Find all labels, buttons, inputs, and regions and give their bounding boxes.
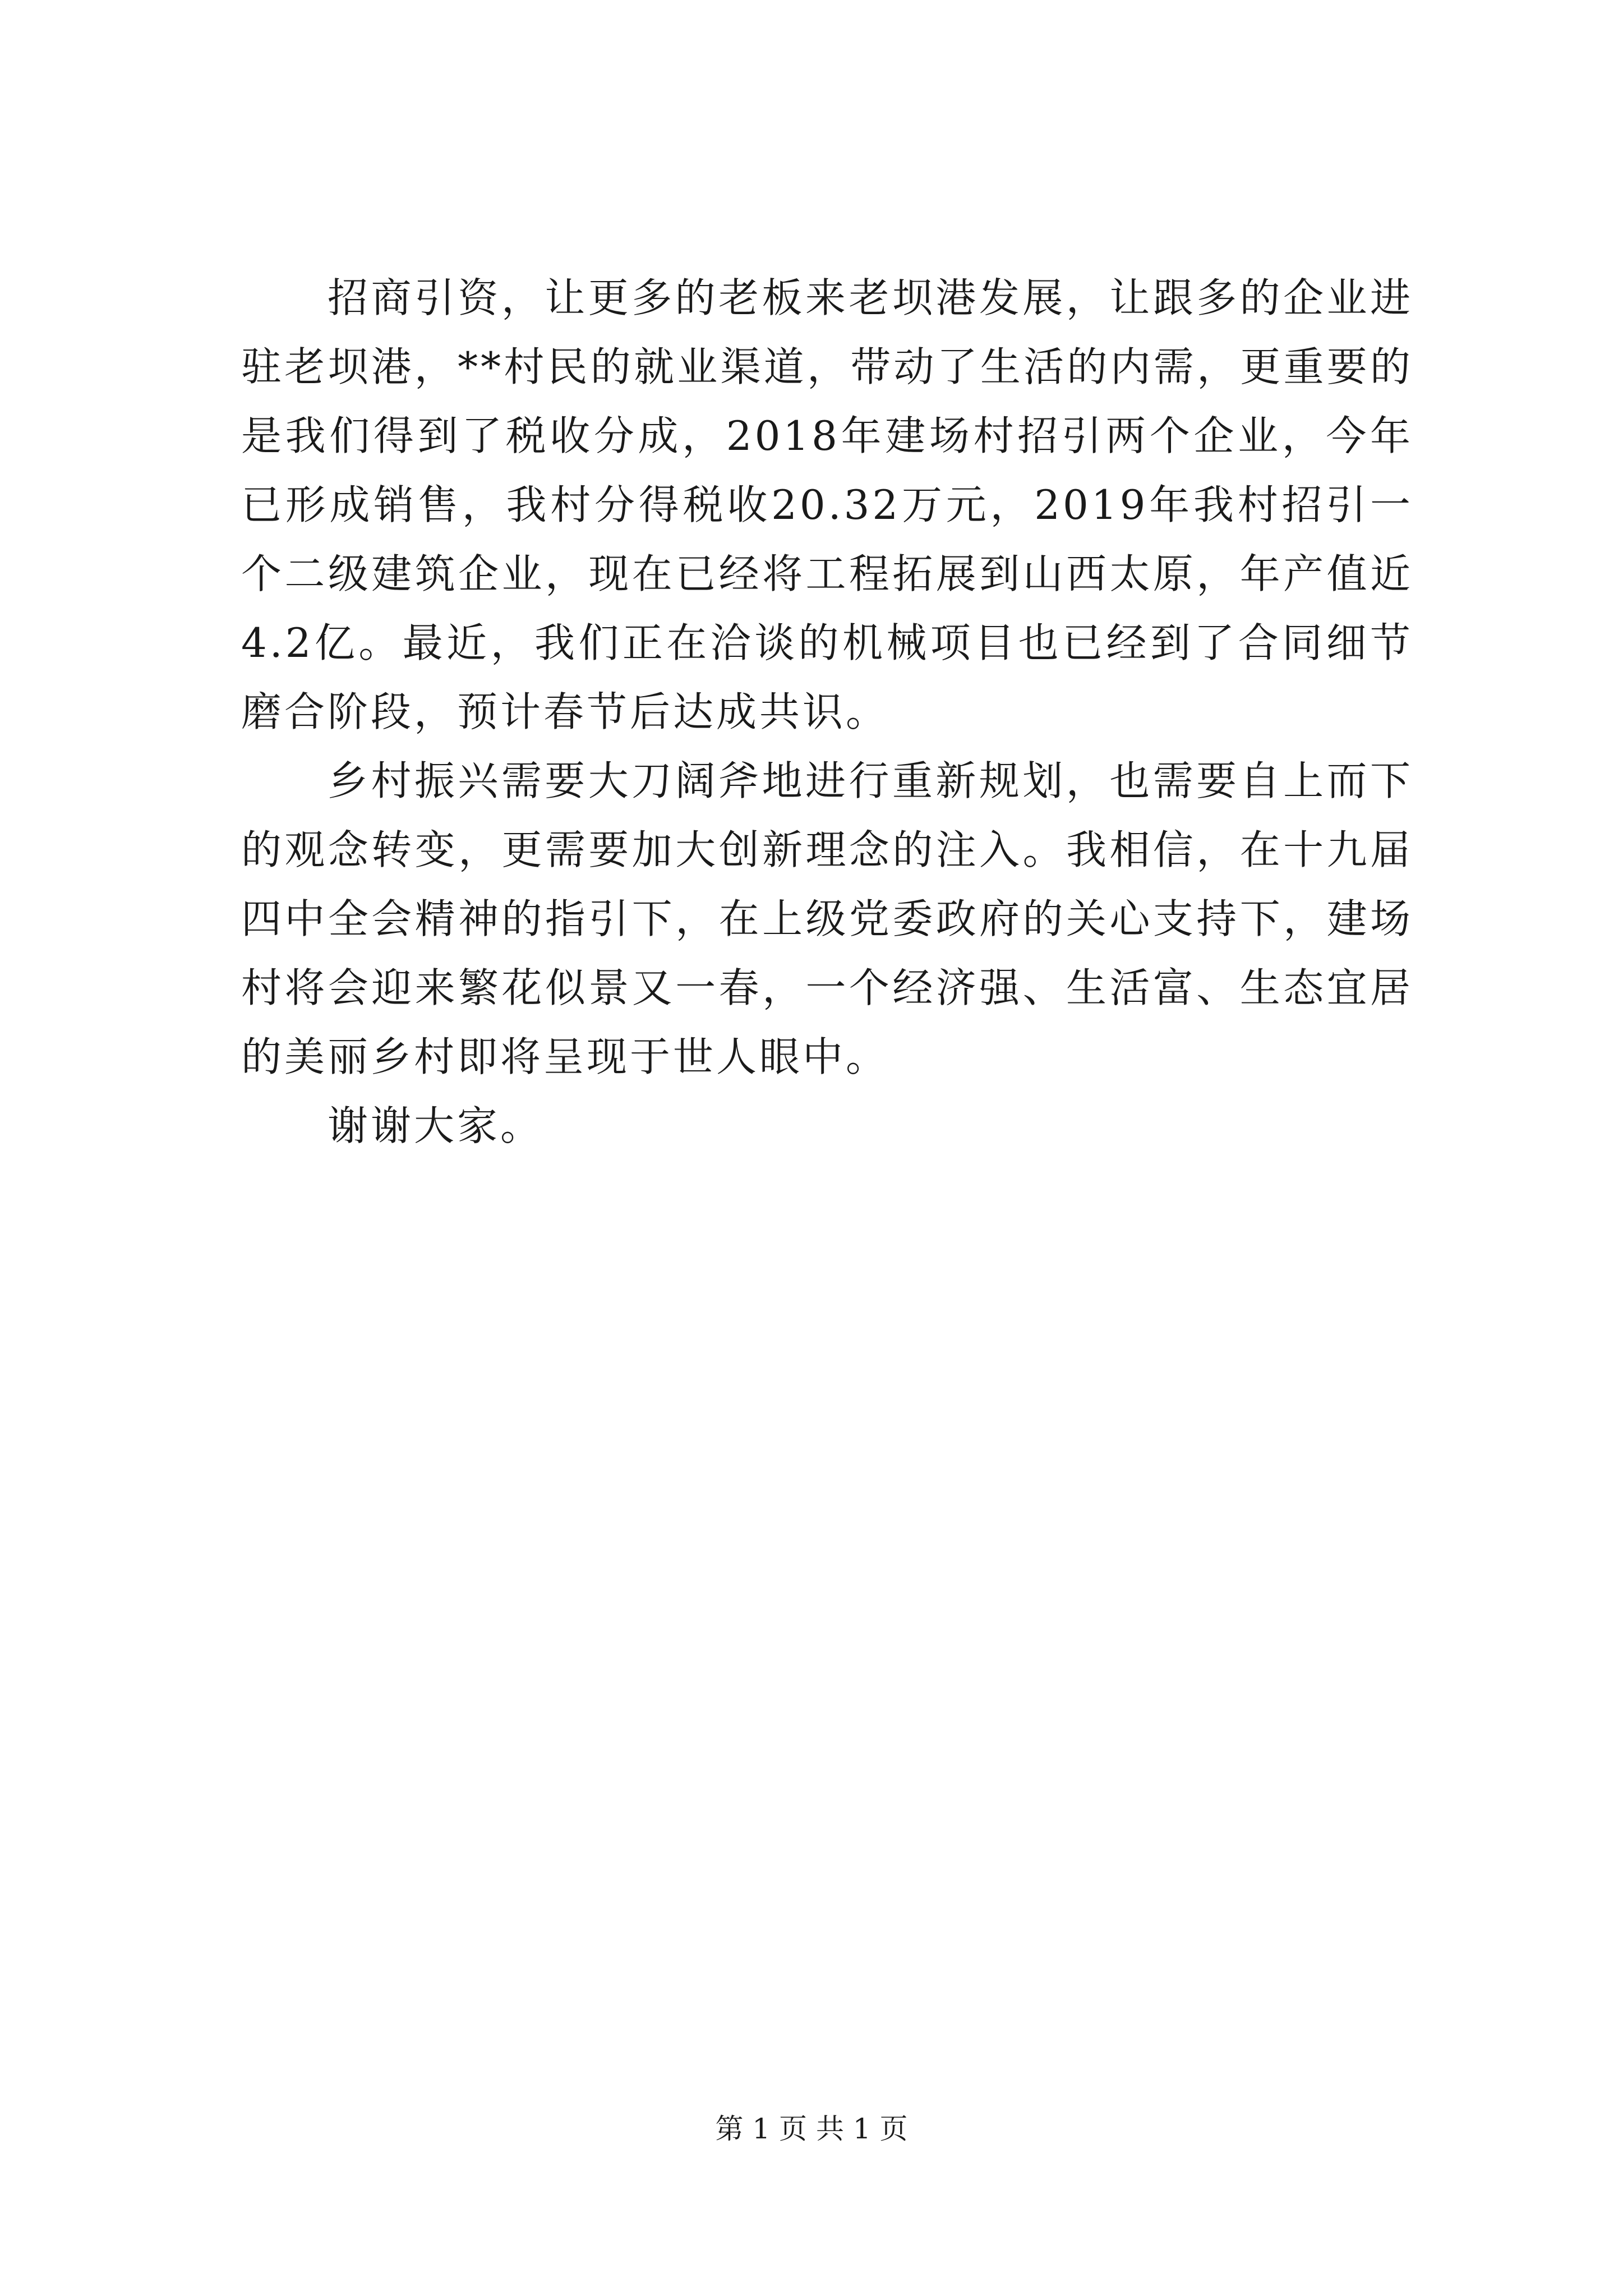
page-number: 第 1 页 共 1 页	[715, 2113, 908, 2145]
paragraph-closing: 谢谢大家。	[328, 1102, 544, 1149]
paragraph-rural-revitalization: 乡村振兴需要大刀阔斧地进行重新规划，也需要自上而下的观念转变，更需要加大创新理念的注入。我相信，在十九届四中全会精神的指引下，在上级党委政府的关心支持下，建场村将会迎来繁花似景又一春，一个经济强、生活富、生态宜居的美丽乡村即将呈现于世人眼中。	[241, 757, 1413, 1080]
document-body	[241, 264, 1413, 1161]
paragraph-investment: 招商引资，让更多的老板来老坝港发展，让跟多的企业进驻老坝港，**村民的就业渠道，带动了生活的内需，更重要的是我们得到了税收分成，2018年建场村招引两个企业，今年已形成销售，我村分得税收20.32万元，2019年我村招引一个二级建筑企业，现在已经将工程拓展到山西太原，年产值近4.2亿。最近，我们正在洽谈的机械项目也已经到了合同细节磨合阶段，预计春节后达成共识。	[241, 274, 1413, 735]
